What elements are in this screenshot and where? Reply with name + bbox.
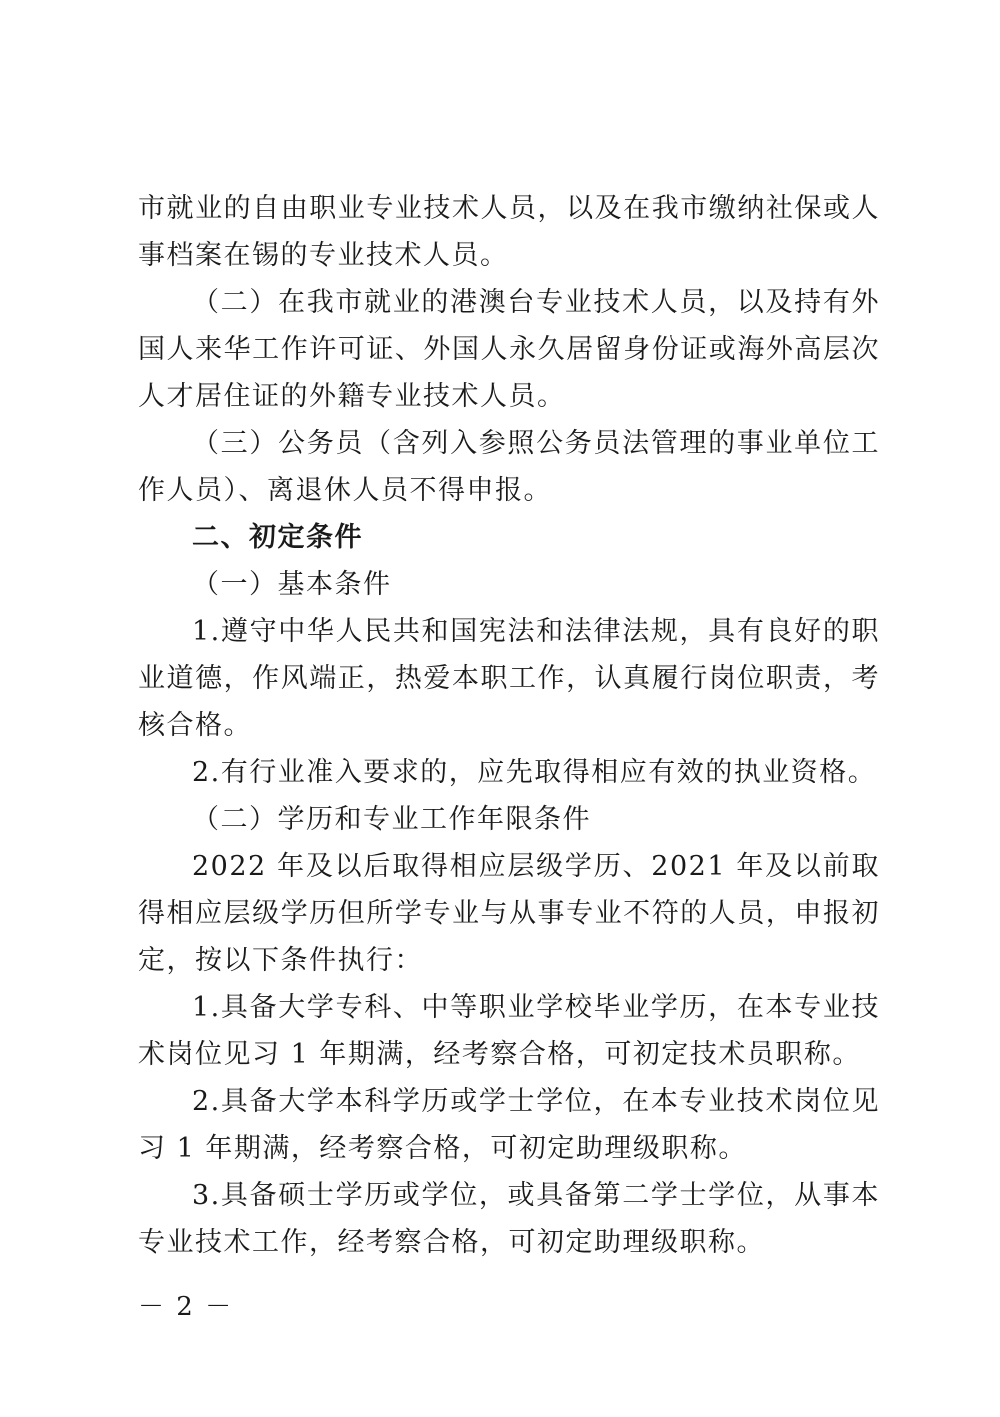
document-body: [138, 185, 880, 1266]
paragraph-item-3: （三）公务员（含列入参照公务员法管理的事业单位工作人员）、离退休人员不得申报。: [138, 428, 880, 506]
paragraph-item-2: （二）在我市就业的港澳台专业技术人员，以及持有外国人来华工作许可证、外国人永久居留身份证或海外高层次人才居住证的外籍专业技术人员。: [138, 287, 880, 412]
paragraph-basic-condition-1: 1.遵守中华人民共和国宪法和法律法规，具有良好的职业道德，作风端正，热爱本职工作，认真履行岗位职责，考核合格。: [138, 616, 880, 741]
subsection-heading-education-conditions: （二）学历和专业工作年限条件: [192, 804, 591, 835]
section-heading-initial-conditions: 二、初定条件: [192, 522, 363, 553]
paragraph-education-condition-1: 1.具备大学专科、中等职业学校毕业学历，在本专业技术岗位见习 1 年期满，经考察合格，可初定技术员职称。: [138, 992, 880, 1070]
paragraph-basic-condition-2: 2.有行业准入要求的，应先取得相应有效的执业资格。: [192, 757, 877, 788]
paragraph-education-condition-3: 3.具备硕士学历或学位，或具备第二学士学位，从事本专业技术工作，经考察合格，可初定助理级职称。: [138, 1180, 880, 1258]
page-number: － 2 －: [138, 1292, 234, 1322]
paragraph-education-intro: 2022 年及以后取得相应层级学历、2021 年及以前取得相应层级学历但所学专业与从事专业不符的人员，申报初定，按以下条件执行：: [138, 851, 880, 976]
paragraph-continuation: 市就业的自由职业专业技术人员，以及在我市缴纳社保或人事档案在锡的专业技术人员。: [138, 193, 880, 271]
subsection-heading-basic-conditions: （一）基本条件: [192, 569, 392, 600]
paragraph-education-condition-2: 2.具备大学本科学历或学士学位，在本专业技术岗位见习 1 年期满，经考察合格，可初定助理级职称。: [138, 1086, 880, 1164]
